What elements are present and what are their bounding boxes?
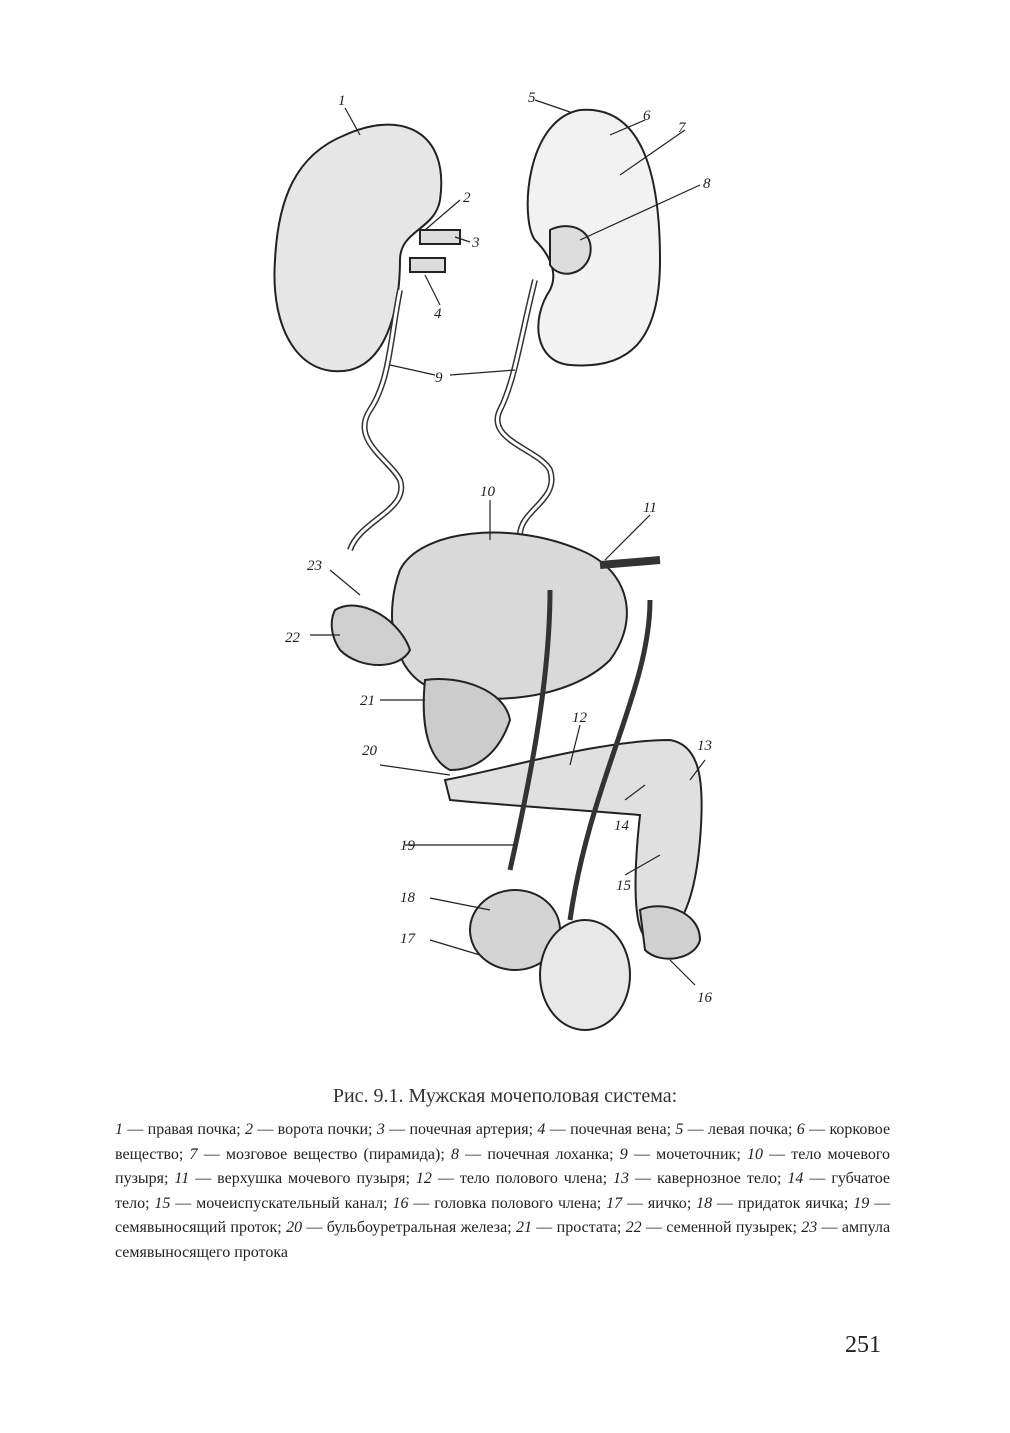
label-10: 10 — [480, 484, 495, 500]
label-14: 14 — [614, 818, 629, 834]
label-20: 20 — [362, 743, 377, 759]
label-12: 12 — [572, 710, 587, 726]
legend-text: тело мочевого пузыря — [115, 1145, 891, 1187]
legend-text: почечная лоханка — [487, 1145, 610, 1163]
legend-text: губчатое тело — [115, 1170, 891, 1212]
legend-num: 13 — [613, 1170, 630, 1187]
page-number: 251 — [845, 1332, 881, 1358]
label-11: 11 — [643, 500, 657, 516]
legend-num: 10 — [746, 1145, 763, 1163]
legend-text: тело полового члена — [459, 1170, 603, 1187]
legend-num: 14 — [787, 1170, 804, 1187]
legend-num: 17 — [606, 1194, 623, 1212]
renal-pelvis — [550, 226, 591, 274]
label-4: 4 — [434, 306, 442, 322]
legend-text: головка полового члена — [434, 1194, 597, 1212]
label-7: 7 — [678, 120, 686, 136]
legend-text: ворота почки — [277, 1121, 369, 1138]
label-8: 8 — [703, 176, 711, 192]
label-9: 9 — [435, 370, 443, 386]
legend-text: яичко — [647, 1194, 687, 1212]
testis — [540, 920, 630, 1030]
legend-num: 15 — [154, 1194, 171, 1212]
legend-num: 7 — [189, 1145, 198, 1163]
label-6: 6 — [643, 108, 651, 124]
bladder-apex — [600, 560, 660, 565]
legend-text: мочеточник — [656, 1145, 737, 1163]
legend-text: почечная вена — [570, 1121, 667, 1138]
anatomy-drawing — [250, 80, 750, 1040]
legend-text: простата — [556, 1219, 617, 1236]
label-3: 3 — [472, 235, 480, 251]
figure-legend: 1 — правая почка; 2 — ворота почки; 3 — почечная артерия; 4 — почечная вена; 5 — левая почка; 6 — корковое вещество; 7 — мозговое вещество (пирамида); 8 — почечная лоханка; 9 — мочеточник; 10 — тело мочевого пузыря; 11 — верхушка мочевого пузыря; 12 — тело полового члена; 13 — кавернозное тело; 14 — губчатое тело; 15 — мочеиспускательный канал; 16 — головка полового члена; 17 — яичко; 18 — придаток яичка; 19 — семявыносящий проток; 20 — бульбоуретральная железа; 21 — простата; 22 — семенной пузырек; 23 — ампула семявыносящего протока — [115, 1121, 891, 1261]
legend-num: 16 — [392, 1194, 409, 1212]
legend-num: 12 — [415, 1170, 432, 1187]
legend-num: 8 — [450, 1145, 459, 1163]
legend-text: правая почка — [147, 1121, 237, 1138]
legend-num: 21 — [515, 1219, 532, 1236]
legend-text: кавернозное тело — [656, 1170, 777, 1187]
label-16: 16 — [697, 990, 712, 1006]
left-kidney — [528, 110, 660, 366]
figure-caption-title: Рис. 9.1. Мужская мочеполовая система: — [332, 1085, 678, 1107]
legend-text: корковое вещество — [115, 1121, 891, 1163]
legend-num: 22 — [625, 1219, 642, 1236]
right-kidney — [274, 125, 441, 372]
renal-artery — [420, 230, 460, 244]
legend-num: 2 — [245, 1121, 254, 1138]
legend-num: 4 — [537, 1121, 546, 1138]
legend-num: 9 — [619, 1145, 628, 1163]
legend-num: 6 — [796, 1121, 805, 1138]
label-5: 5 — [528, 90, 536, 106]
label-13: 13 — [697, 738, 712, 754]
legend-num: 11 — [174, 1170, 190, 1187]
bladder-body — [392, 533, 627, 699]
label-15: 15 — [616, 878, 631, 894]
legend-text: семенной пузырек — [666, 1219, 793, 1236]
glans-penis — [640, 906, 700, 958]
label-2: 2 — [463, 190, 471, 206]
legend-num: 1 — [115, 1121, 123, 1138]
legend-text: верхушка мочевого пузыря — [217, 1170, 406, 1187]
renal-vein — [410, 258, 445, 272]
legend-num: 5 — [675, 1121, 684, 1138]
legend-num: 23 — [801, 1219, 818, 1236]
legend-text: ампула семявыносящего протока — [115, 1219, 891, 1261]
legend-text: семявыносящий проток — [115, 1219, 278, 1236]
label-18: 18 — [400, 890, 415, 906]
legend-num: 3 — [376, 1121, 385, 1138]
legend-text: придаток яичка — [737, 1194, 844, 1212]
label-21: 21 — [360, 693, 375, 709]
legend-text: мочеиспускательный канал — [196, 1194, 384, 1212]
legend-num: 19 — [853, 1194, 870, 1212]
label-19: 19 — [400, 838, 415, 854]
legend-text: бульбоуретральная железа — [326, 1219, 508, 1236]
label-23: 23 — [307, 558, 322, 574]
legend-num: 20 — [286, 1219, 303, 1236]
label-17: 17 — [400, 931, 415, 947]
urogenital-system-illustration — [250, 80, 750, 1040]
legend-num: 18 — [696, 1194, 713, 1212]
legend-text: мозговое вещество (пирамида) — [225, 1145, 441, 1163]
label-1: 1 — [338, 93, 346, 109]
legend-text: левая почка — [707, 1121, 789, 1138]
legend-text: почечная артерия — [409, 1121, 529, 1138]
label-22: 22 — [285, 630, 300, 646]
